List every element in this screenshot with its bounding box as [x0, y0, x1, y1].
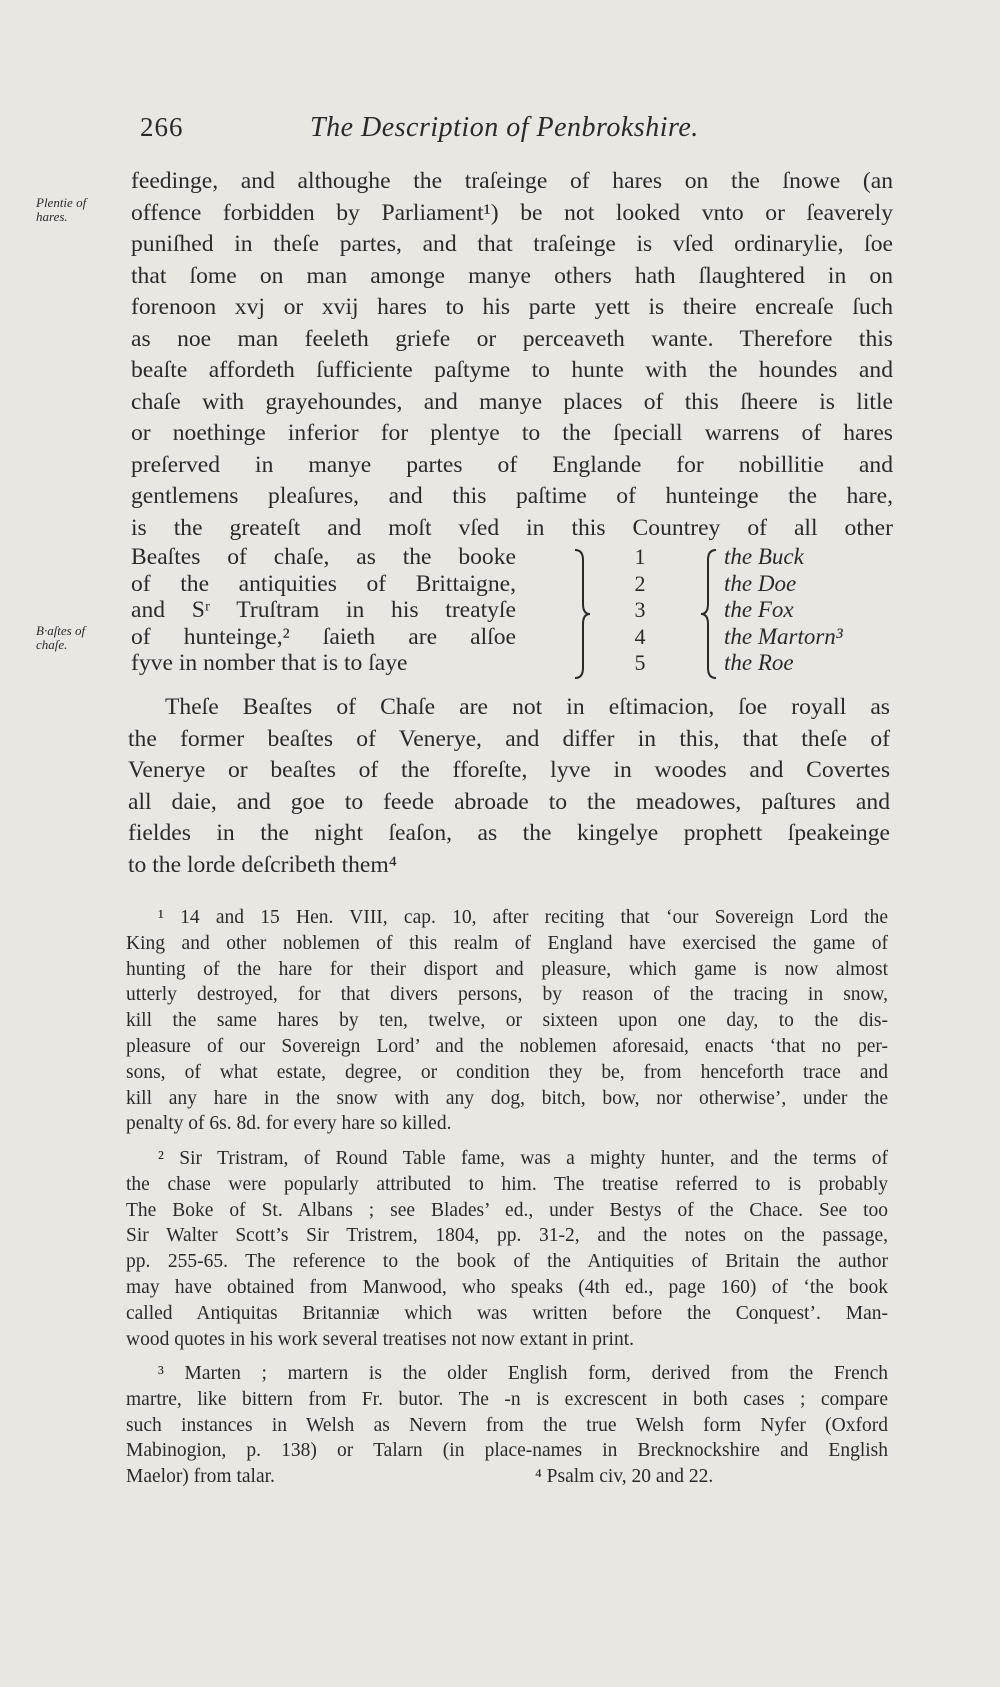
second-paragraph [128, 692, 890, 881]
animal-item: the Roe [724, 650, 794, 675]
page-header [140, 112, 750, 152]
margin-note-line: hares. [36, 209, 68, 224]
text-line: the former beaſtes of Venerye, and differ in this, that theſe of [128, 725, 890, 752]
text-line: and Sʳ Truſtram in his treatyſe [131, 597, 516, 623]
margin-note-line: Plentie of [36, 195, 87, 210]
footnote-line: kill the same hares by ten, twelve, or sixteen upon one day, to the dis- [126, 1010, 888, 1032]
text-line: is the greateſt and moſt vſed in this Countrey of all other [131, 514, 893, 541]
footnote-line: utterly destroyed, for that divers persons, by reason of the tracing in snow, [126, 984, 888, 1006]
footnote-line: hunting of the hare for their disport and pleasure, which game is now almost [126, 958, 888, 980]
list-number: 3 [634, 597, 646, 622]
text-line: that ſome on man amonge manye others hath ſlaughtered in on [131, 262, 893, 289]
text-line: forenoon xvj or xvij hares to his parte yett is theire encreaſe ſuch [131, 294, 893, 320]
footnote-1 [126, 905, 888, 1137]
text-line: fieldes in the night ſeaſon, as the kingelye prophett ſpeakeinge [128, 820, 890, 846]
footnote-line: ³ Marten ; martern is the older English form, derived from the French [158, 1363, 888, 1384]
text-line: offence forbidden by Parliament¹) be not looked vnto or ſeaverely [131, 199, 893, 226]
footnote-line: called Antiquitas Britanniæ which was written before the Conquest’. Man- [126, 1302, 888, 1324]
text-line: puniſhed in theſe partes, and that traſeinge is vſed ordinarylie, ſoe [131, 231, 893, 257]
footnote-line: ¹ 14 and 15 Hen. VIII, cap. 10, after reciting that ‘our Sovereign Lord the [158, 907, 888, 928]
footnote-line: penalty of 6s. 8d. for every hare so killed. [126, 1113, 452, 1135]
list-number: 2 [634, 570, 646, 596]
margin-note-beastes-of-chase [36, 624, 126, 652]
animal-item: the Buck [724, 544, 804, 569]
footnote-line: such instances in Welsh as Nevern from the true Welsh form Nyfer (Oxford [126, 1414, 888, 1436]
list-numbers [625, 544, 655, 677]
footnote-line: Mabinogion, p. 138) or Talarn (in place-names in Brecknockshire and English [126, 1440, 888, 1462]
footnote-line: King and other noblemen of this realm of England have exercised the game of [126, 932, 888, 954]
text-line: preſerved in manye partes of Englande for nobillitie and [131, 451, 893, 478]
text-line: all daie, and goe to feede abroade to the meadowes, paſtures and [128, 788, 890, 815]
page-number: 266 [140, 112, 184, 142]
list-number: 4 [634, 623, 646, 649]
text-line: or noethinge inferior for plentye to the ſpeciall warrens of hares [131, 420, 893, 446]
margin-note-line: chaſe. [36, 637, 68, 652]
footnote-line: the chase were popularly attributed to him. The treatise referred to is probably [126, 1173, 888, 1195]
footnote-line: pp. 255-65. The reference to the book of the Antiquities of Britain the author [126, 1251, 888, 1273]
footnote-line: kill any hare in the snow with any dog, bitch, bow, nor otherwise’, under the [126, 1087, 888, 1109]
margin-note-line: B·aſtes of [36, 623, 86, 638]
main-paragraph [131, 166, 893, 544]
text-line: of hunteinge,² ſaieth are alſoe [131, 623, 516, 650]
footnote-line: martre, like bittern from Fr. butor. The -n is excrescent in both cases ; compare [126, 1388, 888, 1410]
text-line: chaſe with grayehoundes, and manye places of this ſheere is litle [131, 388, 893, 415]
text-line: fyve in nomber that is to ſaye [131, 650, 408, 676]
list-number: 5 [634, 650, 646, 675]
animal-item: the Fox [724, 597, 794, 622]
text-line: Theſe Beaſtes of Chaſe are not in eſtimacion, ſoe royall as [165, 694, 890, 720]
animal-item: the Doe [724, 570, 797, 596]
text-line: to the lorde deſcribeth them⁴ [128, 851, 397, 878]
text-line: gentlemens pleaſures, and this paſtime of hunteinge the hare, [131, 483, 893, 509]
text-line: of the antiquities of Brittaigne, [131, 570, 516, 597]
footnote-line: Sir Walter Scott’s Sir Tristrem, 1804, pp. 31-2, and the notes on the passage, [126, 1225, 888, 1247]
footnote-line: sons, of what estate, degree, or condition they be, from henceforth trace and [126, 1061, 888, 1083]
footnote-line: The Boke of St. Albans ; see Blades’ ed., under Bestys of the Chace. See too [126, 1199, 888, 1221]
beasts-of-chase-list [131, 544, 893, 694]
right-brace-icon [572, 548, 592, 680]
list-animals [724, 544, 894, 677]
running-title: The Description of Penbrokshire. [310, 112, 699, 143]
animal-item: the Martorn³ [724, 623, 843, 649]
footnote-2 [126, 1146, 888, 1352]
footnote-4: ⁴ Psalm civ, 20 and 22. [535, 1466, 714, 1488]
margin-note-plentie-of-hares [36, 196, 126, 224]
left-brace-icon [699, 548, 719, 680]
footnote-line: pleasure of our Sovereign Lord’ and the noblemen aforesaid, enacts ‘that no per- [126, 1035, 888, 1057]
list-intro-text [131, 544, 516, 677]
text-line: beaſte affordeth ſufficiente paſtyme to hunte with the houndes and [131, 357, 893, 383]
footnote-line [126, 1464, 888, 1490]
footnote-line: wood quotes in his work several treatises not now extant in print. [126, 1328, 634, 1350]
text-line: feedinge, and althoughe the traſeinge of hares on the ſnowe (an [131, 168, 893, 194]
footnote-3-end: Maelor) from talar. [126, 1466, 275, 1488]
text-line: Beaſtes of chaſe, as the booke [131, 544, 516, 570]
footnote-line: ² Sir Tristram, of Round Table fame, was a mighty hunter, and the terms of [158, 1148, 888, 1169]
text-line: as noe man feeleth griefe or perceaveth wante. Therefore this [131, 325, 893, 352]
list-number: 1 [634, 544, 646, 569]
footnote-3 [126, 1361, 888, 1490]
text-line: Venerye or beaſtes of the fforeſte, lyve in woodes and Covertes [128, 757, 890, 783]
footnote-line: may have obtained from Manwood, who speaks (4th ed., page 160) of ‘the book [126, 1276, 888, 1298]
